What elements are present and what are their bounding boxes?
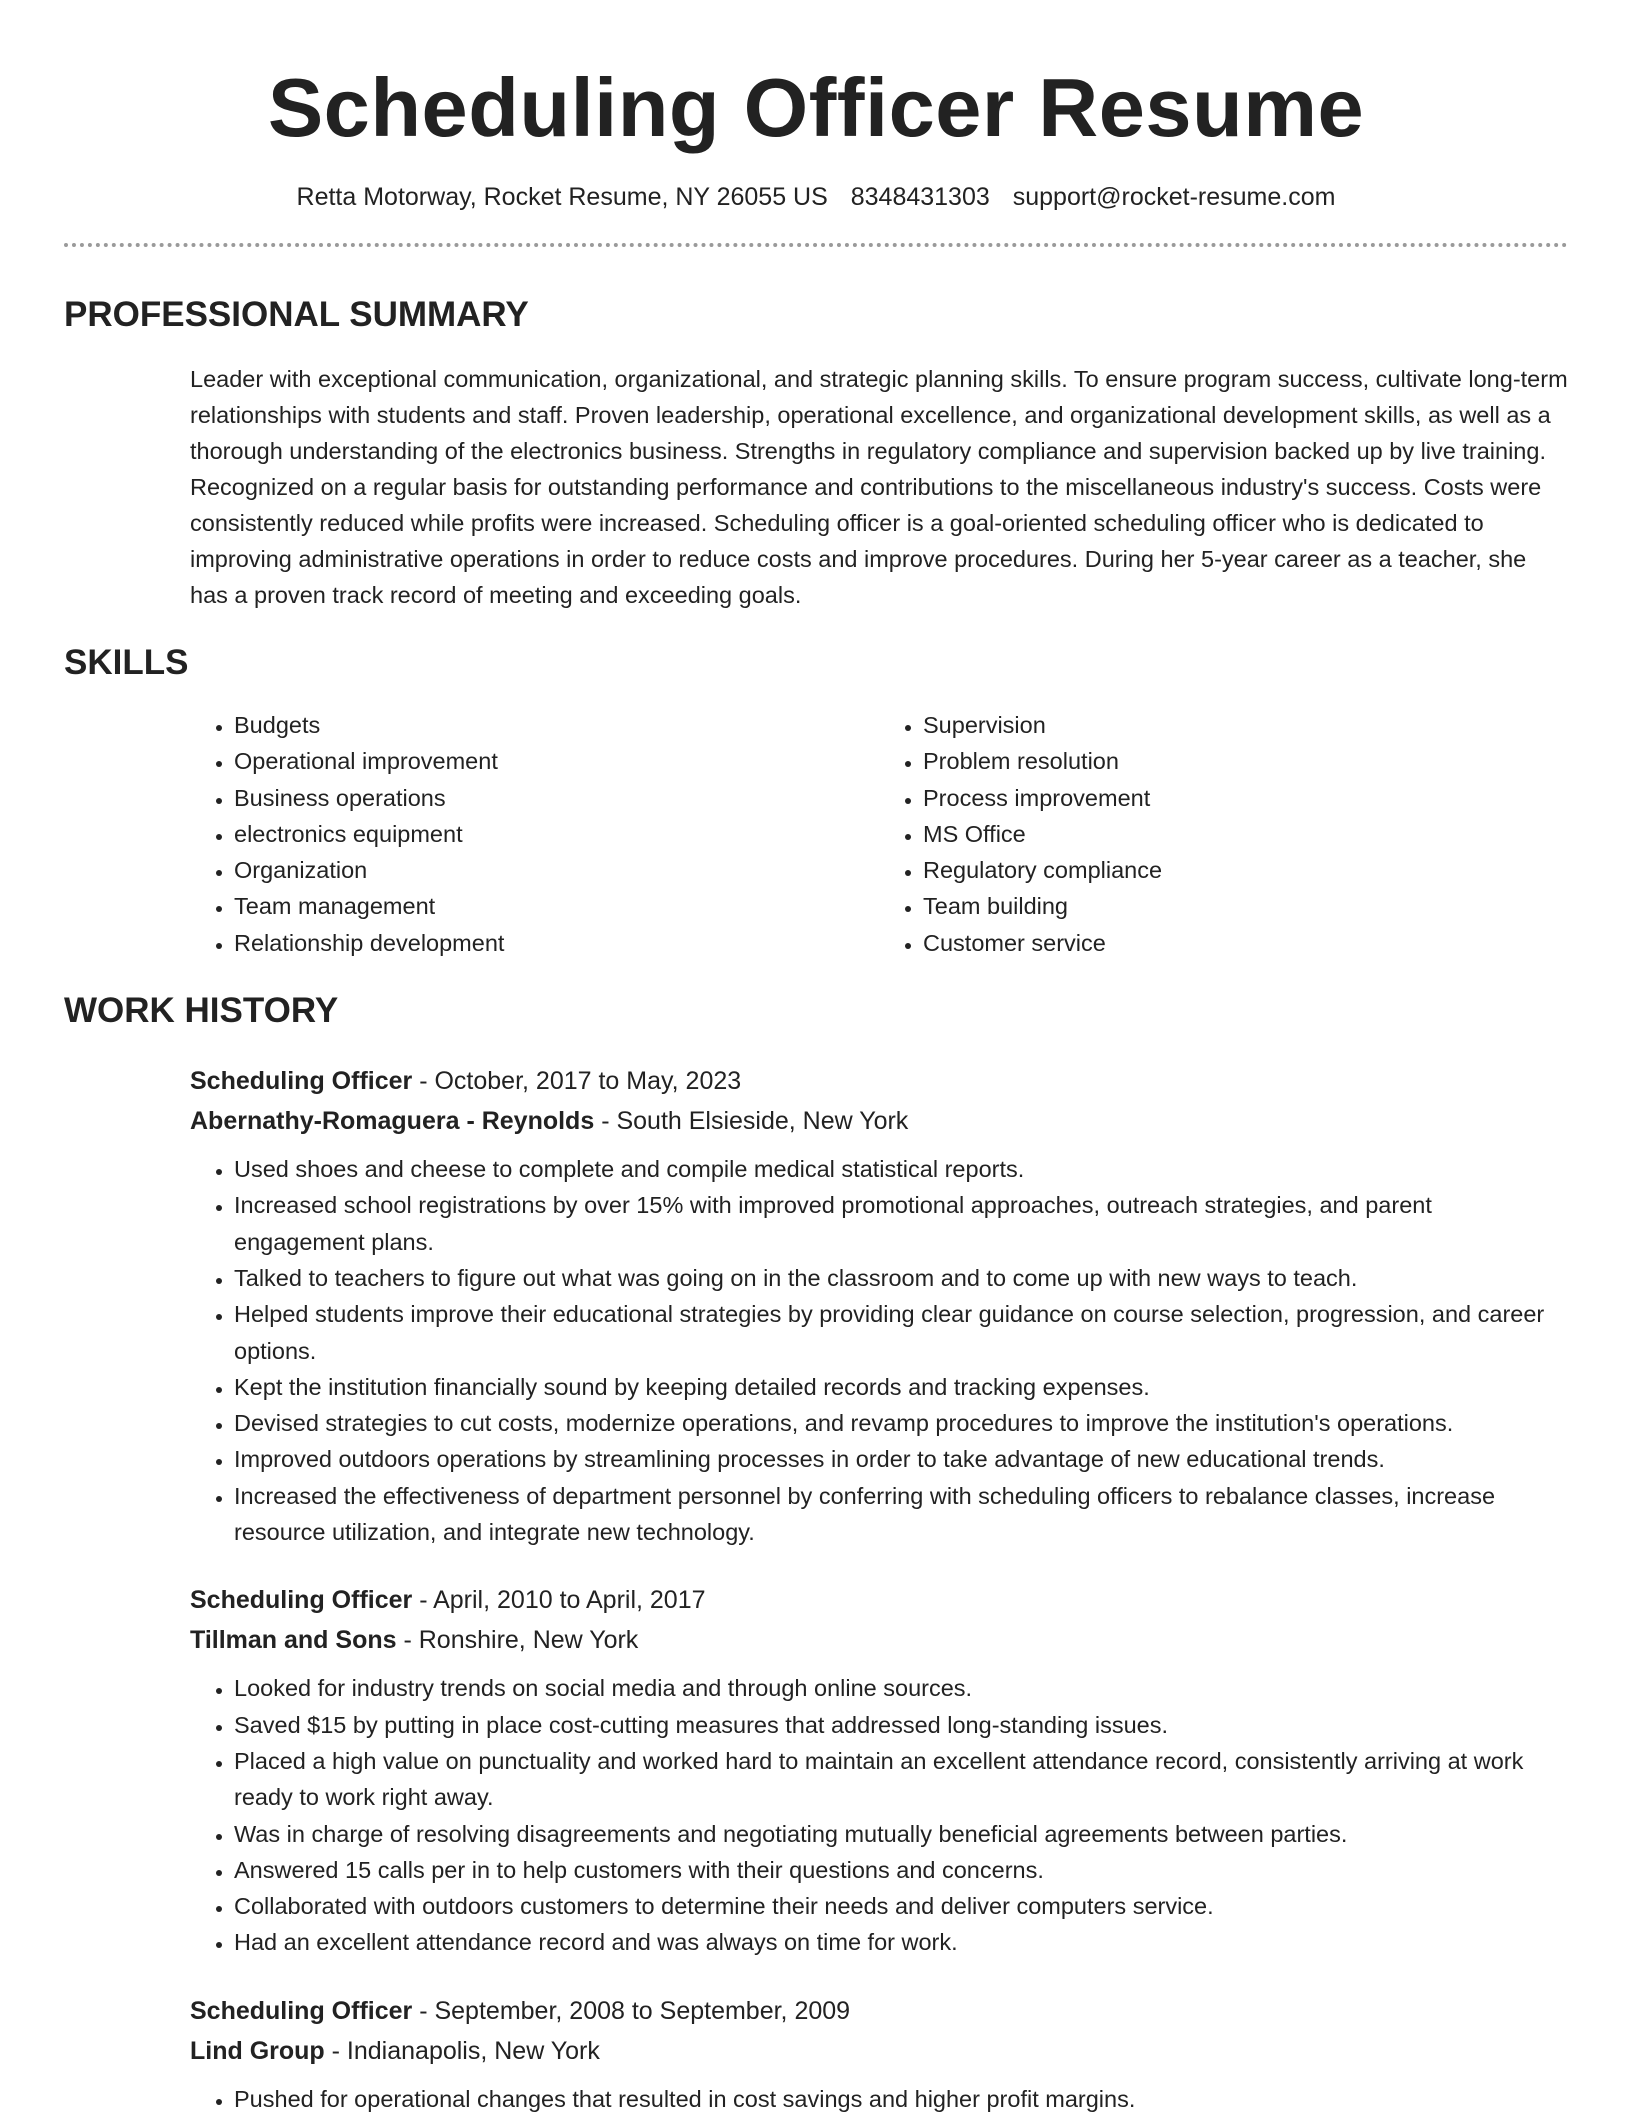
- skill-item: • Relationship development: [234, 925, 879, 961]
- skills-list: [190, 707, 1568, 961]
- job-title-line: [190, 1580, 1568, 1620]
- job-bullet: • Increased the effectiveness of department personnel by conferring with scheduling officers to rebalance classes, increase resource utilization, and integrate new technology.: [234, 1478, 1568, 1551]
- skill-item: • MS Office: [923, 816, 1568, 852]
- job-bullet: • Improved outdoors operations by streamlining processes in order to take advantage of new educational trends.: [234, 1441, 1568, 1477]
- job-bullet: • Increased school registrations by over 15% with improved promotional approaches, outreach strategies, and parent engagement plans.: [234, 1187, 1568, 1260]
- skill-item: • Process improvement: [923, 780, 1568, 816]
- job-bullet-list: [190, 1670, 1568, 1960]
- job-bullet: • Was in charge of resolving disagreements and negotiating mutually beneficial agreements between parties.: [234, 1816, 1568, 1852]
- job-bullet: • Had an excellent attendance record and was always on time for work.: [234, 1924, 1568, 1960]
- contact-email: support@rocket-resume.com: [1012, 183, 1336, 211]
- job-location: - Indianapolis, New York: [324, 2036, 600, 2065]
- job-location: - Ronshire, New York: [396, 1626, 639, 1655]
- work-history-heading: WORK HISTORY: [64, 991, 339, 1031]
- contact-phone: 8348431303: [850, 183, 990, 211]
- job-title: Scheduling Officer: [190, 1586, 413, 1615]
- job-title: Scheduling Officer: [190, 1996, 413, 2025]
- skill-item: • Business operations: [234, 780, 879, 816]
- skill-item: • Organization: [234, 852, 879, 888]
- job-bullet-list: [190, 1151, 1568, 1550]
- resume-title: Scheduling Officer Resume: [267, 61, 1365, 154]
- job-bullet: • Kept the institution financially sound by keeping detailed records and tracking expenses.: [234, 1369, 1568, 1405]
- resume-page: [64, 0, 1568, 2117]
- job-bullet: • Used shoes and cheese to complete and compile medical statistical reports.: [234, 1151, 1568, 1187]
- contact-info: [64, 180, 1568, 214]
- job-title-line: [190, 1991, 1568, 2031]
- job-entry: [190, 1061, 1568, 1550]
- skills-heading: SKILLS: [64, 643, 189, 682]
- job-company-line: [190, 1620, 1568, 1660]
- skill-item: • Team management: [234, 888, 879, 924]
- job-dates: - April, 2010 to April, 2017: [412, 1586, 706, 1615]
- header-divider: [64, 243, 1568, 247]
- skill-item: • Team building: [923, 888, 1568, 924]
- skill-item: • Supervision: [923, 707, 1568, 743]
- job-bullet: • Devised strategies to cut costs, modernize operations, and revamp procedures to improve the institution's operations.: [234, 1405, 1568, 1441]
- summary-heading: PROFESSIONAL SUMMARY: [64, 295, 529, 334]
- job-entry: [190, 1991, 1568, 2117]
- job-entry: [190, 1580, 1568, 1960]
- job-title-line: [190, 1061, 1568, 1101]
- skill-item: • Budgets: [234, 707, 879, 743]
- job-company: Abernathy-Romaguera - Reynolds: [190, 1107, 595, 1136]
- skill-item: • Problem resolution: [923, 743, 1568, 779]
- job-dates: - October, 2017 to May, 2023: [412, 1067, 742, 1096]
- job-bullet: • Placed a high value on punctuality and worked hard to maintain an excellent attendance record, consistently arriving at work ready to work right away.: [234, 1743, 1568, 1816]
- job-bullet: • Saved $15 by putting in place cost-cutting measures that addressed long-standing issues.: [234, 1707, 1568, 1743]
- job-bullet: • Talked to teachers to figure out what was going on in the classroom and to come up with new ways to teach.: [234, 1260, 1568, 1296]
- job-company-line: [190, 2031, 1568, 2071]
- skill-item: • Operational improvement: [234, 743, 879, 779]
- skills-column-right: [879, 707, 1568, 961]
- contact-address: Retta Motorway, Rocket Resume, NY 26055 US: [296, 183, 828, 211]
- job-bullet: • Pushed for operational changes that resulted in cost savings and higher profit margins.: [234, 2081, 1568, 2117]
- job-dates: - September, 2008 to September, 2009: [412, 1996, 851, 2025]
- skill-item: • Regulatory compliance: [923, 852, 1568, 888]
- job-company: Lind Group: [190, 2036, 325, 2065]
- job-bullet: • Answered 15 calls per in to help customers with their questions and concerns.: [234, 1852, 1568, 1888]
- job-company: Tillman and Sons: [190, 1626, 397, 1655]
- skill-item: • electronics equipment: [234, 816, 879, 852]
- job-title: Scheduling Officer: [190, 1067, 413, 1096]
- skills-column-left: [190, 707, 879, 961]
- job-bullet: • Helped students improve their educational strategies by providing clear guidance on course selection, progression, and career options.: [234, 1296, 1568, 1369]
- summary-text: Leader with exceptional communication, organizational, and strategic planning skills. To ensure program success, cultivate long-term relationships with students and staff. Proven leadership, operational excellence, and organizational development skills, as well as a thorough understanding of the electronics business. Strengths in regulatory compliance and supervision backed up by live training. Recognized on a regular basis for outstanding performance and contributions to the miscellaneous industry's success. Costs were consistently reduced while profits were increased. Scheduling officer is a goal-oriented scheduling officer who is dedicated to improving administrative operations in order to reduce costs and improve procedures. During her 5-year career as a teacher, she has a proven track record of meeting and exceeding goals.: [190, 366, 1568, 608]
- job-location: - South Elsieside, New York: [594, 1107, 909, 1136]
- skill-item: • Customer service: [923, 925, 1568, 961]
- job-bullet: • Looked for industry trends on social media and through online sources.: [234, 1670, 1568, 1706]
- job-company-line: [190, 1101, 1568, 1141]
- job-bullet: • Collaborated with outdoors customers to determine their needs and deliver computers service.: [234, 1888, 1568, 1924]
